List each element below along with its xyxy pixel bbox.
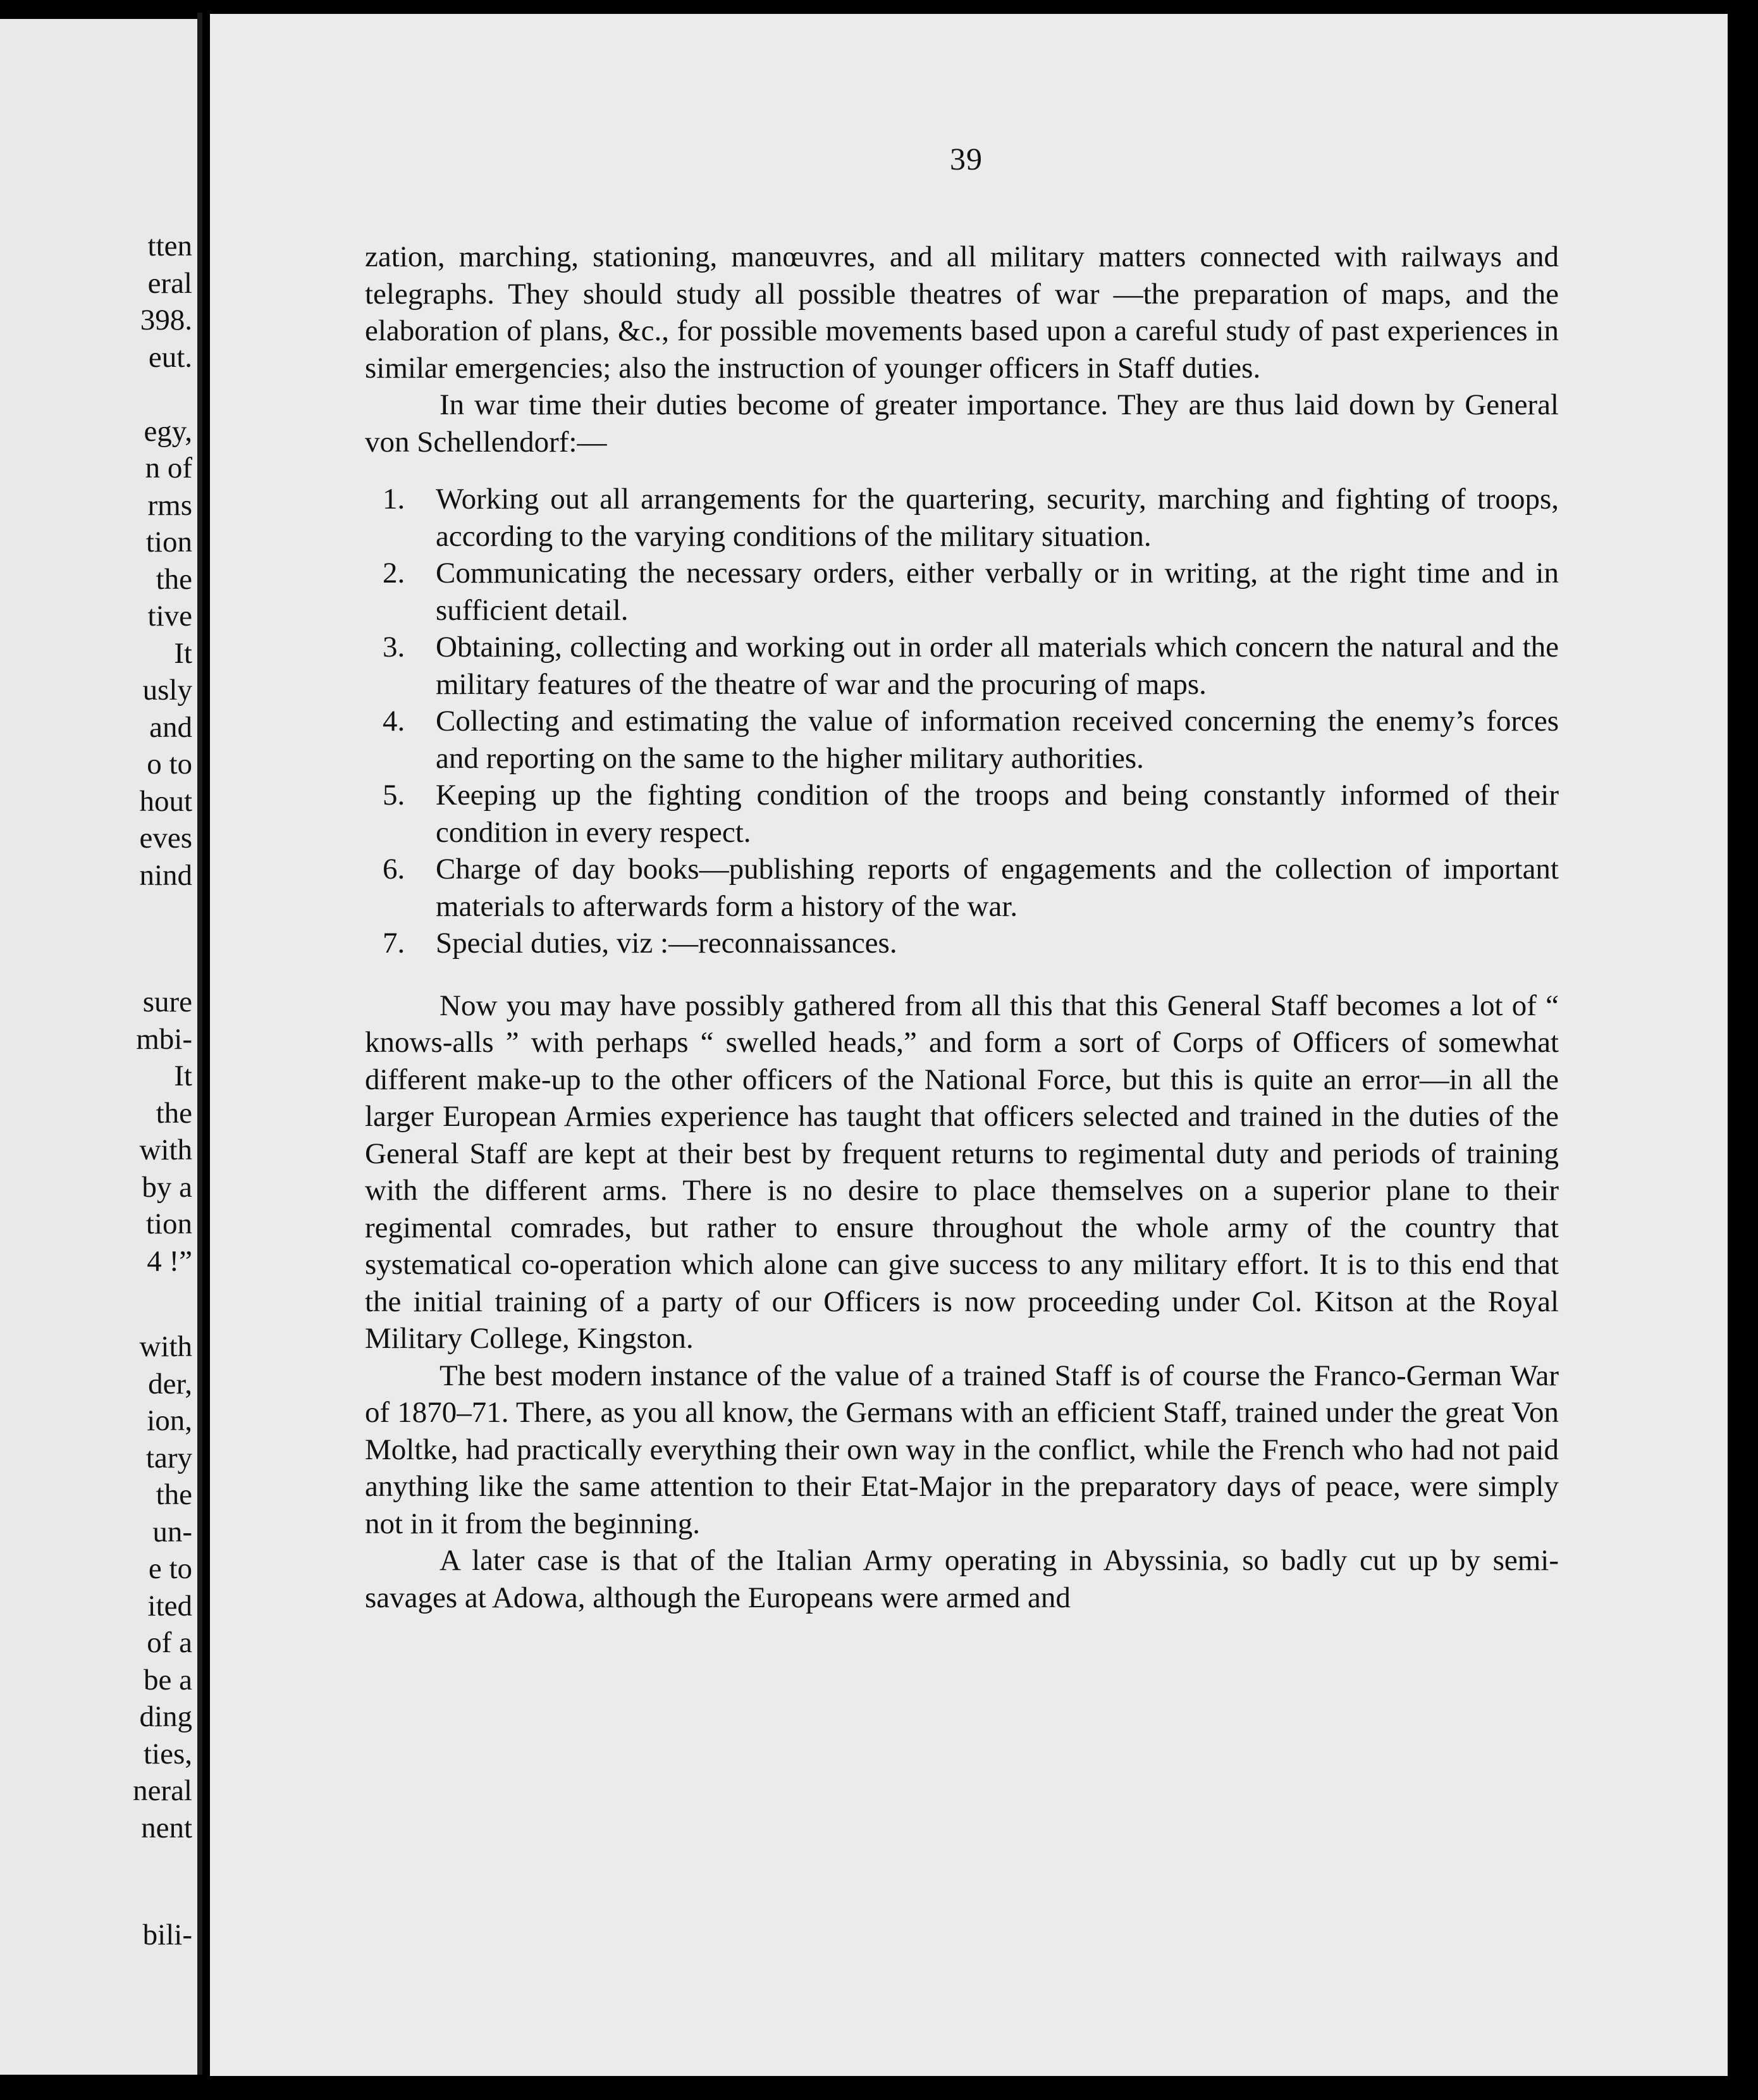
duty-item-5 xyxy=(365,777,1559,851)
duty-item-2 xyxy=(365,555,1559,629)
left-page-line: e to xyxy=(148,1552,192,1585)
left-page-line: ties, xyxy=(143,1737,192,1770)
duty-item-7 xyxy=(365,925,1559,962)
left-page-line: tary xyxy=(145,1441,192,1474)
book-page xyxy=(210,14,1728,2076)
left-page-line: nind xyxy=(139,858,192,892)
duty-text: Charge of day books—publishing reports of engagements and the collection of important materials to afterwards form a history of the war. xyxy=(436,853,1559,923)
paragraph-5: A later case is that of the Italian Army operating in Abyssinia, so badly cut up by semi-savages at Adowa, although the Europeans were armed and xyxy=(365,1544,1559,1614)
duty-number: 6. xyxy=(383,853,405,886)
left-page-line: der, xyxy=(148,1367,192,1400)
left-page-line: by a xyxy=(142,1170,192,1204)
left-page-line: bili- xyxy=(142,1918,192,1951)
duty-item-6 xyxy=(365,851,1559,925)
book-gutter xyxy=(197,13,202,2075)
page-number: 39 xyxy=(950,141,983,176)
left-page-line: ding xyxy=(139,1700,192,1733)
left-page-line: tten xyxy=(147,230,192,262)
paragraph-3: Now you may have possibly gathered from all this that this General Staff becomes a lot of “ knows-alls ” with perhaps “ swelled heads,” and form a sort of Corps of Officers of somewhat different make-up to the other officers of the National Force, but this is quite an error—in all the larger European Armies experience has taught that officers selected and trained in the duties of the General Staff are kept at their best by frequent returns to regimental duty and periods of training with the different arms. There is no desire to place themselves on a superior plane to their regimental comrades, but rather to ensure throughout the whole army of the country that systematical co-operation which alone can give success to any military effort. It is to this end that the initial training of a party of our Officers is now proceeding under Col. Kitson at the Royal Military College, Kingston. xyxy=(365,989,1559,1355)
left-page-line: mbi- xyxy=(136,1022,192,1056)
left-page-line: sure xyxy=(142,985,192,1018)
left-page-line: of a xyxy=(147,1626,192,1659)
left-page-line: nent xyxy=(141,1811,192,1844)
duty-text: Collecting and estimating the value of information received concerning the enemy’s forces and reporting on the same to the higher military authorities. xyxy=(436,705,1559,775)
left-page-line: n of xyxy=(145,452,192,485)
left-page-text-fragment-d xyxy=(143,1917,192,1954)
left-page-line: egy, xyxy=(144,414,192,448)
duty-number: 5. xyxy=(383,779,405,812)
left-page-line: ion, xyxy=(147,1404,192,1437)
left-facing-page xyxy=(0,19,201,2075)
paragraph-1: zation, marching, stationing, manœuvres, and all military matters connected with railways and telegraphs. They should study all possible theatres of war —the preparation of maps, and the elaboration of plans, &c., for possible movements based upon a careful study of past experiences in similar emergencies; also the instruction of younger officers in Staff duties. xyxy=(365,240,1559,385)
duty-number: 1. xyxy=(383,483,405,516)
duty-text: Working out all arrangements for the quartering, security, marching and fighting of troops, according to the varying conditions of the military situation. xyxy=(436,483,1559,553)
duties-list xyxy=(365,481,1559,962)
left-page-text-fragment-b xyxy=(136,984,192,1280)
paragraph-2: In war time their duties become of greater importance. They are thus laid down by General von Schellendorf:— xyxy=(365,388,1559,459)
left-page-line: hout xyxy=(139,784,192,818)
left-page-line: neral xyxy=(133,1774,192,1807)
duty-text: Obtaining, collecting and working out in order all materials which concern the natural and the military features of the theatre of war and the procuring of maps. xyxy=(436,631,1559,701)
left-page-line: and xyxy=(149,710,192,744)
left-page-line: un- xyxy=(152,1515,192,1548)
left-page-line: with xyxy=(139,1133,192,1166)
left-page-line: the xyxy=(156,562,192,596)
duty-item-4 xyxy=(365,703,1559,777)
left-page-text-fragment-c xyxy=(133,1328,192,1846)
left-page-line: 398. xyxy=(140,304,192,337)
left-page-line: o to xyxy=(147,748,192,781)
duty-item-3 xyxy=(365,629,1559,703)
left-page-line: ited xyxy=(147,1589,192,1622)
duty-number: 3. xyxy=(383,631,405,664)
left-page-text-fragment-a xyxy=(139,228,192,894)
left-page-line: eves xyxy=(139,822,192,855)
left-page-line: It xyxy=(174,1059,192,1092)
duty-text: Communicating the necessary orders, either verbally or in writing, at the right time and in sufficient detail. xyxy=(436,557,1559,627)
left-page-line: 4 !” xyxy=(147,1244,192,1278)
left-page-line xyxy=(139,376,192,413)
duty-text: Special duties, viz :—reconnaissances. xyxy=(436,927,897,960)
left-page-line: eral xyxy=(147,266,192,300)
left-page-line: rms xyxy=(147,488,192,522)
left-page-line: It xyxy=(174,636,192,670)
left-page-line: with xyxy=(139,1330,192,1363)
left-page-line: usly xyxy=(142,674,192,707)
duty-number: 4. xyxy=(383,705,405,738)
duty-item-1 xyxy=(365,481,1559,555)
left-page-line: be a xyxy=(144,1663,192,1696)
left-page-line: tion xyxy=(145,526,192,559)
paragraph-4: The best modern instance of the value of a trained Staff is of course the Franco-German War of 1870–71. There, as you all know, the Germans with an efficient Staff, trained under the great Von Moltke, had practically everything their own way in the conflict, while the French who had not paid anything like the same attention to their Etat-Major in the preparatory days of peace, were simply not in it from the beginning. xyxy=(365,1359,1559,1540)
duty-text: Keeping up the fighting condition of the troops and being constantly informed of their condition in every respect. xyxy=(436,779,1559,849)
left-page-line: tion xyxy=(145,1208,192,1240)
left-page-line: tive xyxy=(147,600,192,633)
left-page-line: the xyxy=(156,1096,192,1130)
duty-number: 2. xyxy=(383,557,405,590)
page-body xyxy=(365,238,1559,1616)
left-page-line: eut. xyxy=(148,340,192,374)
duty-number: 7. xyxy=(383,927,405,960)
left-page-line: the xyxy=(156,1478,192,1511)
